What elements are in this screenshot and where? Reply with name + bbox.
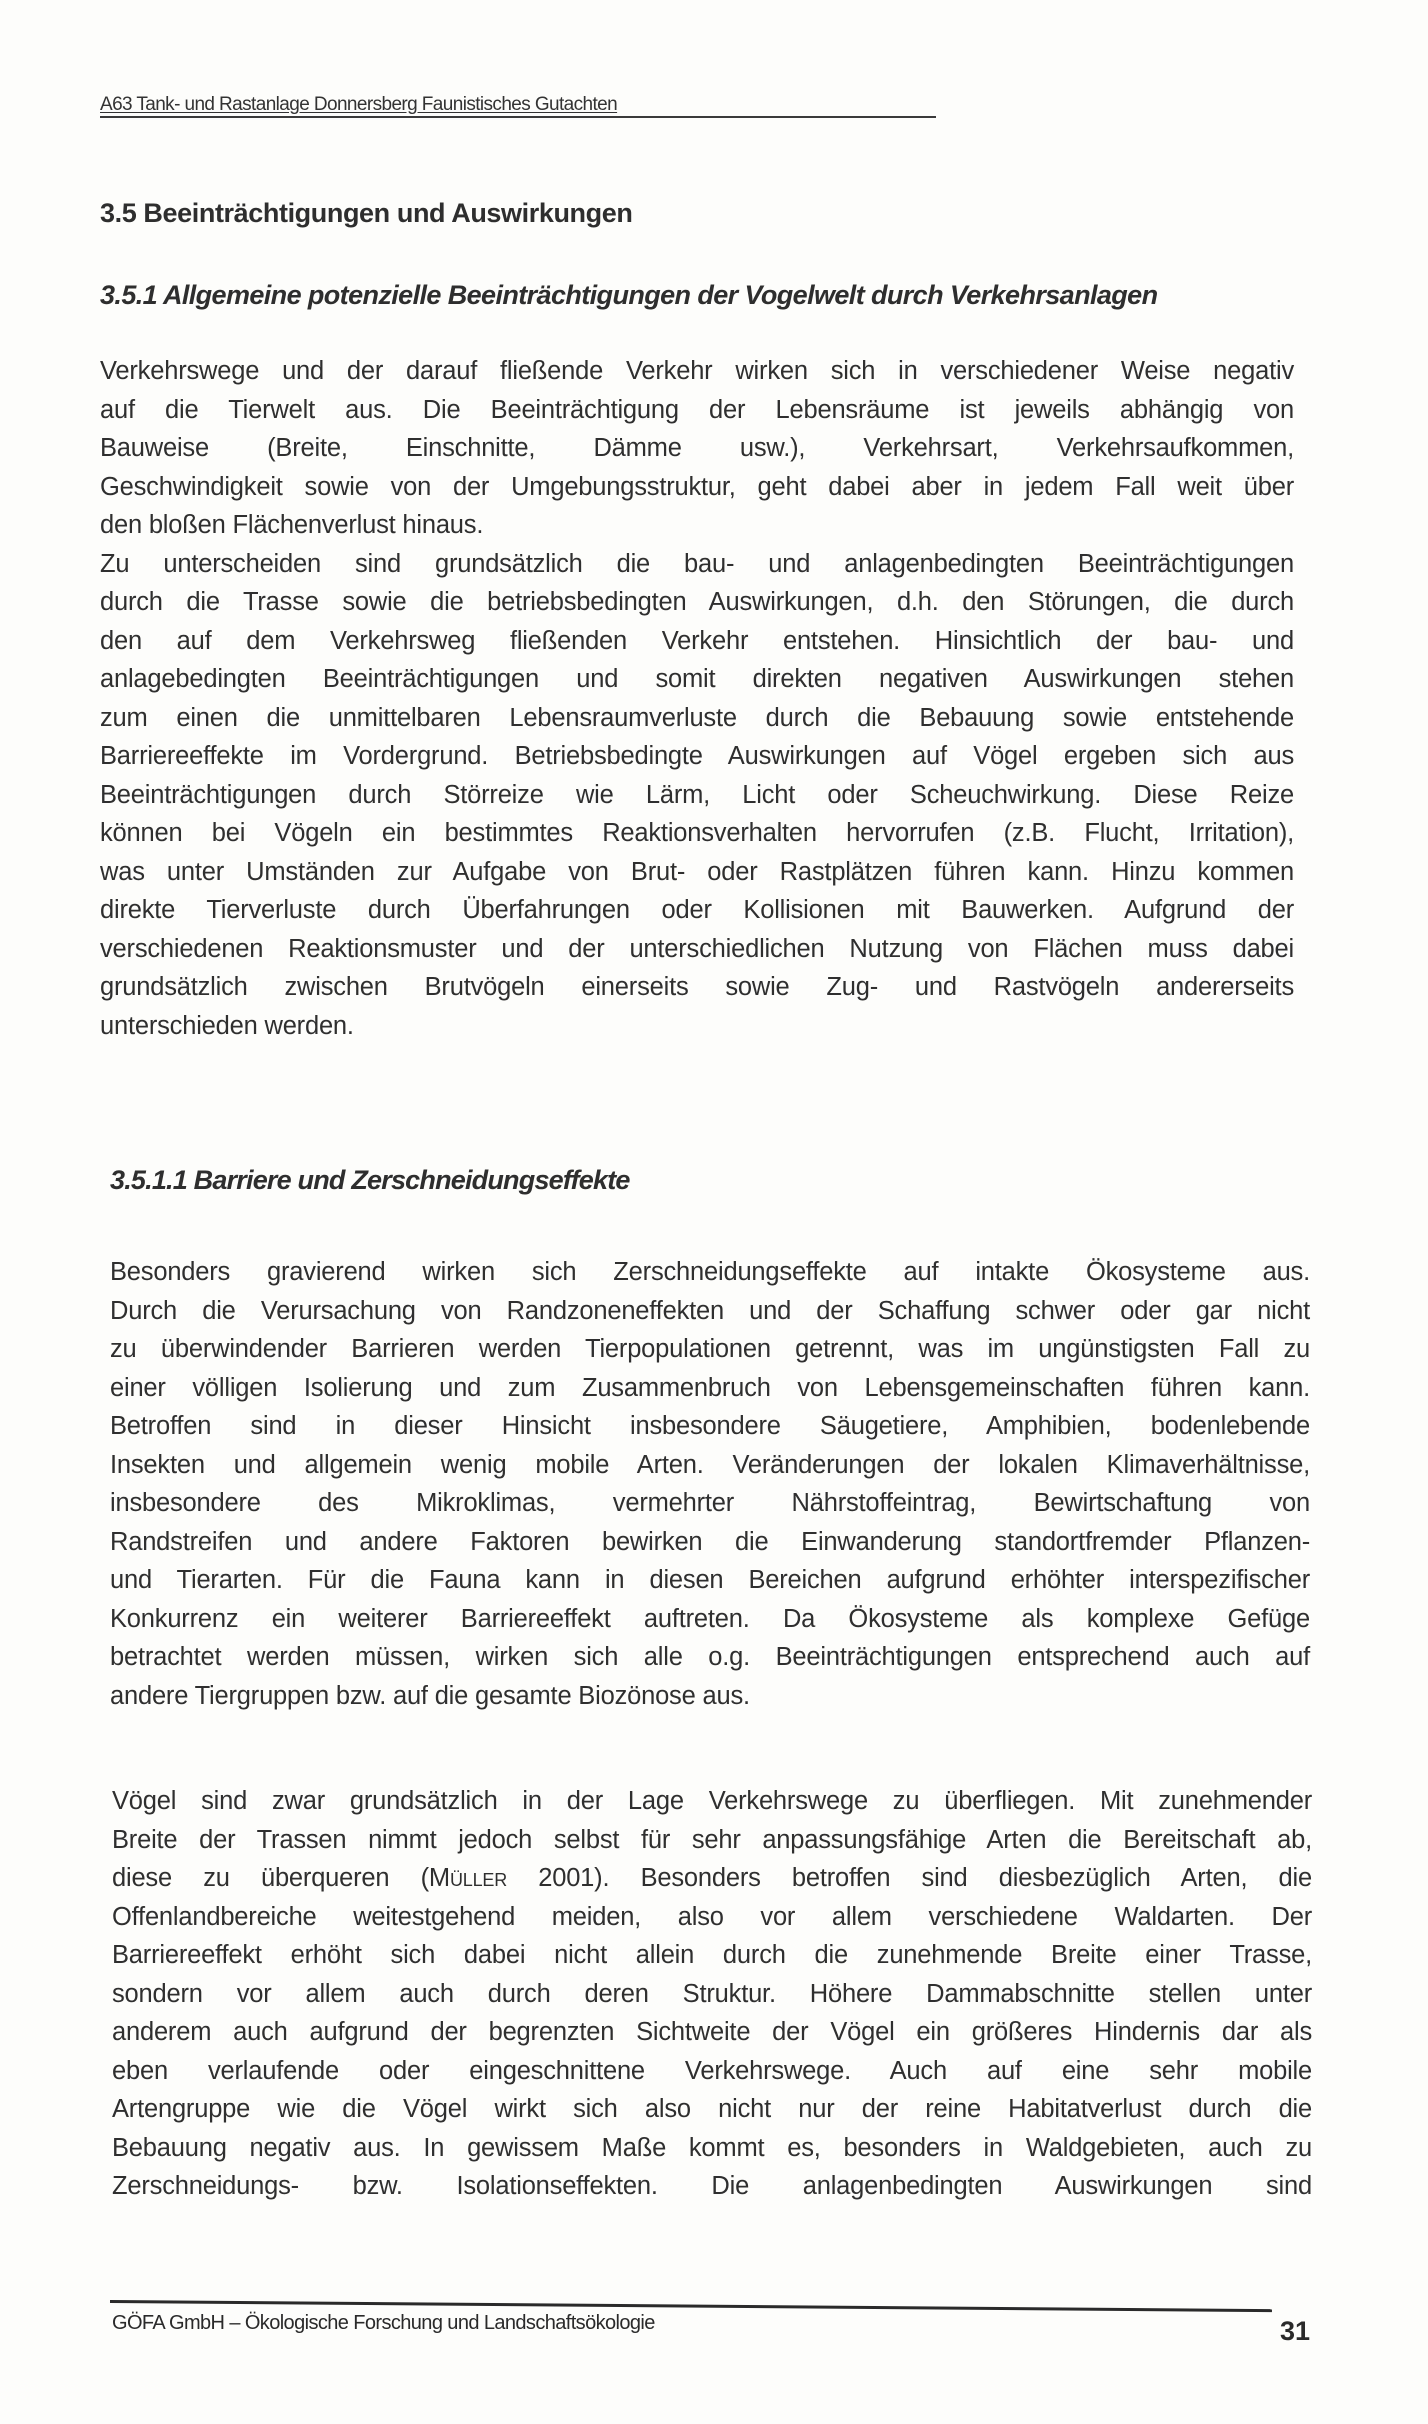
- subsection-heading: 3.5.1 Allgemeine potenzielle Beeinträchtigungen der Vogelwelt durch Verkehrsanlagen: [100, 280, 1158, 310]
- paragraph-traffic-impacts: [100, 352, 1294, 1045]
- text-line-with-citation: [112, 1859, 1312, 1898]
- text-line: den auf dem Verkehrsweg fließenden Verkehr entstehen. Hinsichtlich der bau- und: [100, 626, 1294, 655]
- text-line: Bebauung negativ aus. In gewissem Maße kommt es, besonders in Waldgebieten, auch zu: [112, 2133, 1312, 2162]
- citation-author: Müller: [428, 1864, 507, 1892]
- footer-organization: GÖFA GmbH – Ökologische Forschung und Landschaftsökologie: [112, 2312, 655, 2334]
- text-line: andere Tiergruppen bzw. auf die gesamte Biozönose aus.: [110, 1681, 750, 1710]
- text-line: Barriereeffekt erhöht sich dabei nicht allein durch die zunehmende Breite einer Trasse,: [112, 1941, 1312, 1969]
- text-line: Insekten und allgemein wenig mobile Arten. Veränderungen der lokalen Klimaverhältnisse,: [110, 1450, 1310, 1479]
- text-fragment: . Besonders betroffen sind diesbezüglich Arten, die: [602, 1864, 1312, 1892]
- text-line: Artengruppe wie die Vögel wirkt sich also nicht nur der reine Habitatverlust durch die: [112, 2095, 1312, 2123]
- text-line: einer völligen Isolierung und zum Zusammenbruch von Lebensgemeinschaften führen kann.: [110, 1373, 1310, 1402]
- citation-year: 2001): [507, 1864, 603, 1892]
- text-line: Bauweise (Breite, Einschnitte, Dämme usw.), Verkehrsart, Verkehrsaufkommen,: [100, 434, 1294, 462]
- text-fragment: diese zu überqueren (: [112, 1864, 429, 1892]
- text-line: grundsätzlich zwischen Brutvögeln einerseits sowie Zug- und Rastvögeln andererseits: [100, 973, 1294, 1001]
- text-line: können bei Vögeln ein bestimmtes Reaktionsverhalten hervorrufen (z.B. Flucht, Irritation),: [100, 819, 1294, 847]
- text-line: Durch die Verursachung von Randzoneneffekten und der Schaffung schwer oder gar nicht: [110, 1296, 1310, 1325]
- subsubsection-heading: 3.5.1.1 Barriere und Zerschneidungseffekte: [110, 1165, 630, 1195]
- text-line: verschiedenen Reaktionsmuster und der unterschiedlichen Nutzung von Flächen muss dabei: [100, 934, 1294, 963]
- text-line: zum einen die unmittelbaren Lebensraumverluste durch die Bebauung sowie entstehende: [100, 703, 1294, 732]
- paragraph-birds-crossing: [112, 1782, 1312, 2206]
- text-line: Offenlandbereiche weitestgehend meiden, also vor allem verschiedene Waldarten. Der: [112, 1902, 1312, 1931]
- text-line: betrachtet werden müssen, wirken sich alle o.g. Beeinträchtigungen entsprechend auch auf: [110, 1643, 1310, 1671]
- text-line: durch die Trasse sowie die betriebsbedingten Auswirkungen, d.h. den Störungen, die durch: [100, 588, 1294, 616]
- text-line: Geschwindigkeit sowie von der Umgebungsstruktur, geht dabei aber in jedem Fall weit über: [100, 472, 1294, 501]
- text-line: zu überwindender Barrieren werden Tierpopulationen getrennt, was im ungünstigsten Fall zu: [110, 1335, 1310, 1363]
- text-line: anderem auch aufgrund der begrenzten Sichtweite der Vögel ein größeres Hindernis dar als: [112, 2018, 1312, 2046]
- footer-divider: [110, 2300, 1272, 2312]
- text-line: den bloßen Flächenverlust hinaus.: [100, 511, 484, 539]
- text-line: was unter Umständen zur Aufgabe von Brut- oder Rastplätzen führen kann. Hinzu kommen: [100, 857, 1294, 886]
- text-line: Betroffen sind in dieser Hinsicht insbesondere Säugetiere, Amphibien, bodenlebende: [110, 1412, 1310, 1440]
- text-line: Vögel sind zwar grundsätzlich in der Lage Verkehrswege zu überfliegen. Mit zunehmender: [112, 1787, 1312, 1815]
- text-line: direkte Tierverluste durch Überfahrungen oder Kollisionen mit Bauwerken. Aufgrund der: [100, 896, 1294, 924]
- text-line: unterschieden werden.: [100, 1011, 354, 1040]
- text-line: insbesondere des Mikroklimas, vermehrter Nährstoffeintrag, Bewirtschaftung von: [110, 1489, 1310, 1517]
- text-line: Barriereeffekte im Vordergrund. Betriebsbedingte Auswirkungen auf Vögel ergeben sich aus: [100, 742, 1294, 770]
- text-line: anlagebedingten Beeinträchtigungen und somit direkten negativen Auswirkungen stehen: [100, 665, 1294, 693]
- text-line: auf die Tierwelt aus. Die Beeinträchtigung der Lebensräume ist jeweils abhängig von: [100, 395, 1294, 424]
- section-heading: 3.5 Beeinträchtigungen und Auswirkungen: [100, 198, 633, 228]
- running-header: A63 Tank- und Rastanlage Donnersberg Faunistisches Gutachten: [100, 94, 936, 118]
- text-line: Beeinträchtigungen durch Störreize wie Lärm, Licht oder Scheuchwirkung. Diese Reize: [100, 780, 1294, 809]
- text-line: und Tierarten. Für die Fauna kann in diesen Bereichen aufgrund erhöhter interspezifischer: [110, 1566, 1310, 1594]
- text-line: eben verlaufende oder eingeschnittene Verkehrswege. Auch auf eine sehr mobile: [112, 2056, 1312, 2085]
- text-line: Breite der Trassen nimmt jedoch selbst für sehr anpassungsfähige Arten die Bereitschaft ab,: [112, 1825, 1312, 1854]
- page-number: 31: [1280, 2316, 1311, 2346]
- text-line: Zerschneidungs- bzw. Isolationseffekten. Die anlagenbedingten Auswirkungen sind: [112, 2172, 1312, 2200]
- paragraph-fragmentation-effects: [110, 1253, 1310, 1715]
- text-line: Zu unterscheiden sind grundsätzlich die bau- und anlagenbedingten Beeinträchtigungen: [100, 549, 1294, 578]
- text-line: Konkurrenz ein weiterer Barriereeffekt auftreten. Da Ökosysteme als komplexe Gefüge: [110, 1604, 1310, 1633]
- text-line: Randstreifen und andere Faktoren bewirken die Einwanderung standortfremder Pflanzen-: [110, 1527, 1310, 1556]
- text-line: sondern vor allem auch durch deren Struktur. Höhere Dammabschnitte stellen unter: [112, 1979, 1312, 2008]
- text-line: Verkehrswege und der darauf fließende Verkehr wirken sich in verschiedener Weise negativ: [100, 357, 1294, 385]
- text-line: Besonders gravierend wirken sich Zerschneidungseffekte auf intakte Ökosysteme aus.: [110, 1258, 1310, 1286]
